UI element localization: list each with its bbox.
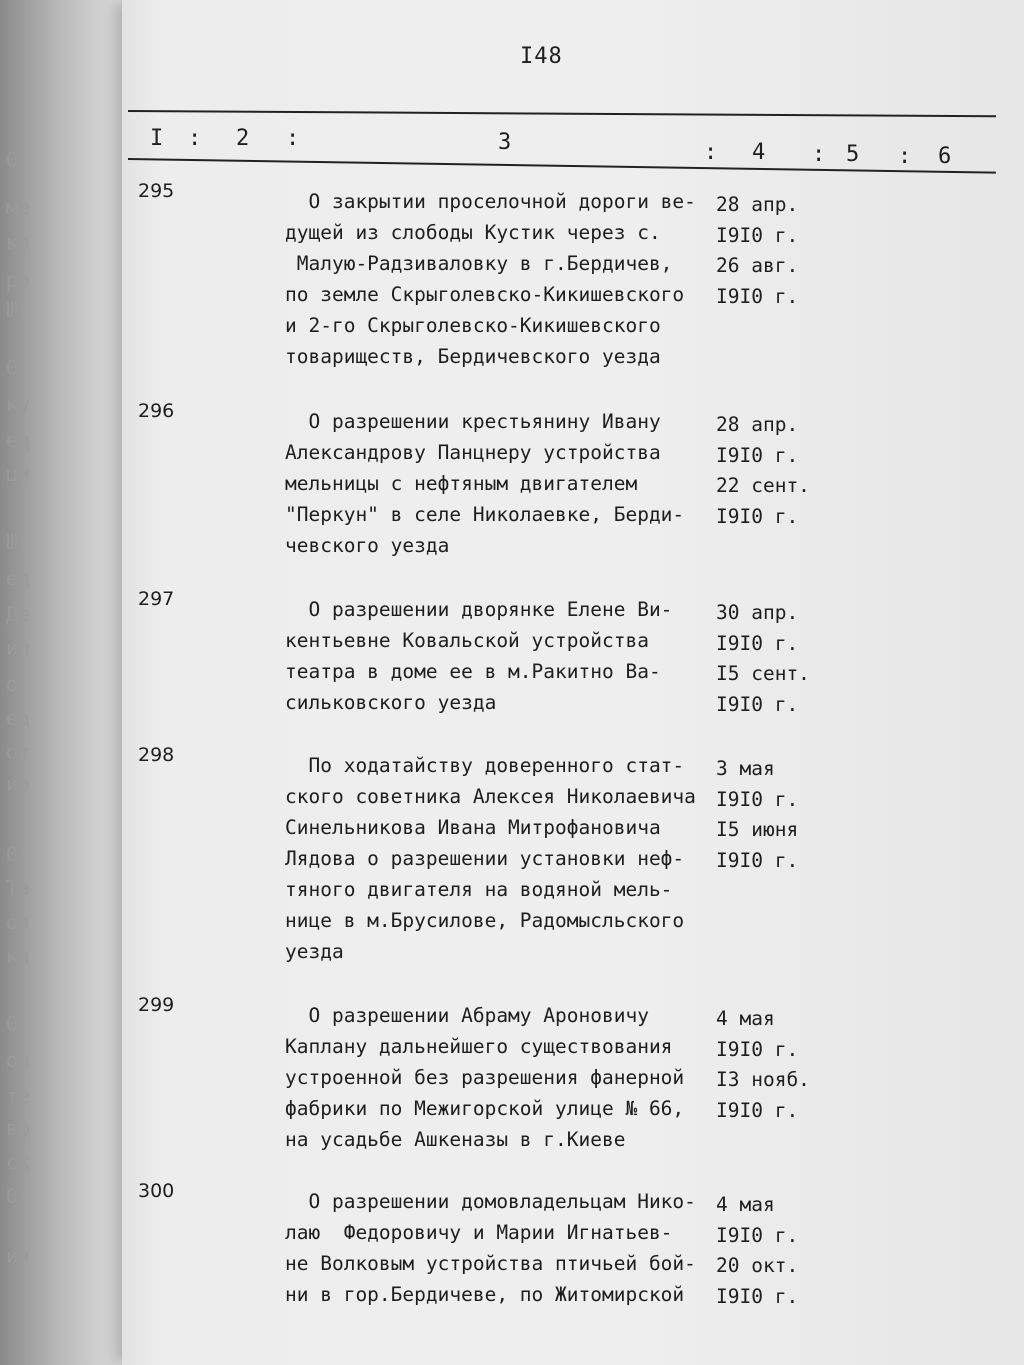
- record-dates: [716, 410, 826, 532]
- page-number: I48: [520, 44, 563, 69]
- adjacent-page-glyph: ме: [6, 195, 31, 219]
- description-line: устроенной без разрешения фанерной: [285, 1066, 685, 1089]
- date-line: I5 июня: [716, 818, 799, 841]
- description-line: товариществ, Бердичевского уезда: [285, 345, 661, 368]
- description-line: Малую-Радзиваловку в г.Бердичев,: [285, 252, 673, 275]
- description-line: ни в гор.Бердичеве, по Житомирской: [285, 1283, 685, 1306]
- description-line: театра в доме ее в м.Ракитно Ва-: [285, 660, 661, 683]
- column-2-label: 2: [236, 126, 250, 151]
- description-line: О закрытии проселочной дороги ве-: [285, 190, 696, 213]
- adjacent-page-glyph: Ш: [6, 530, 19, 554]
- adjacent-page-glyph: Та: [6, 876, 31, 900]
- date-line: I9I0 г.: [716, 504, 799, 528]
- date-line: 22 сент.: [716, 474, 810, 497]
- column-5-label: 5: [846, 142, 860, 167]
- description-line: О разрешении Абраму Ароновичу: [285, 1004, 649, 1027]
- column-header: [0, 126, 1024, 176]
- record-dates: [716, 1004, 826, 1126]
- column-4-label: 4: [752, 140, 766, 165]
- date-line: I9I0 г.: [716, 443, 799, 467]
- adjacent-page-glyph: ов: [6, 910, 31, 934]
- column-3-label: 3: [498, 130, 512, 155]
- adjacent-page-glyph: 0: [6, 148, 19, 172]
- description-line: фабрики по Межигорской улице № 66,: [285, 1097, 685, 1120]
- adjacent-page-glyph: 0: [6, 356, 19, 380]
- adjacent-page-edge: [0, 0, 122, 1365]
- record-description: [285, 1186, 715, 1310]
- column-separator: :: [898, 144, 912, 169]
- date-line: 4 мая: [716, 1193, 775, 1216]
- record-dates: [716, 1190, 826, 1312]
- date-line: I9I0 г.: [716, 631, 799, 655]
- date-line: I9I0 г.: [716, 848, 799, 872]
- date-line: 20 окт.: [716, 1254, 799, 1277]
- record-description: [285, 186, 715, 372]
- column-6-label: 6: [938, 144, 952, 169]
- description-line: По ходатайству доверенного стат-: [285, 754, 685, 777]
- column-1-label: I: [150, 126, 164, 151]
- adjacent-page-glyph: 0: [6, 842, 19, 866]
- description-line: лаю Федоровичу и Марии Игнатьев-: [285, 1221, 673, 1244]
- record-number: 298: [138, 744, 175, 766]
- column-separator: :: [812, 142, 826, 167]
- date-line: I9I0 г.: [716, 1037, 799, 1061]
- column-separator: :: [286, 126, 300, 151]
- record-description: [285, 1000, 715, 1155]
- date-line: I9I0 г.: [716, 223, 799, 247]
- adjacent-page-glyph: ци: [6, 462, 31, 486]
- description-line: кентьевне Ковальской устройства: [285, 629, 649, 652]
- adjacent-page-glyph: те: [6, 1084, 31, 1108]
- description-line: и 2-го Скрыголевско-Кикишевского: [285, 314, 661, 337]
- adjacent-page-glyph: ку: [6, 392, 31, 416]
- date-line: I9I0 г.: [716, 692, 799, 716]
- date-line: 26 авг.: [716, 254, 799, 277]
- record-dates: [716, 754, 826, 876]
- description-line: мельницы с нефтяным двигателем: [285, 472, 638, 495]
- adjacent-page-glyph: ип: [6, 636, 31, 660]
- date-line: 28 апр.: [716, 413, 799, 436]
- description-line: Синельникова Ивана Митрофановича: [285, 816, 661, 839]
- description-line: чевского уезда: [285, 534, 450, 557]
- description-line: на усадьбе Ашкеназы в г.Киеве: [285, 1128, 626, 1151]
- date-line: I3 нояб.: [716, 1068, 810, 1091]
- adjacent-page-glyph: от: [6, 740, 31, 764]
- record-dates: [716, 190, 826, 312]
- date-line: I5 сент.: [716, 662, 810, 685]
- date-line: I9I0 г.: [716, 284, 799, 308]
- adjacent-page-glyph: 0: [6, 1012, 19, 1036]
- record-number: 295: [138, 180, 175, 202]
- date-line: 30 апр.: [716, 601, 799, 624]
- adjacent-page-glyph: ед: [6, 706, 31, 730]
- description-line: уезда: [285, 940, 344, 963]
- description-line: Каплану дальнейшего существования: [285, 1035, 673, 1058]
- description-line: О разрешении крестьянину Ивану: [285, 410, 661, 433]
- description-line: Лядова о разрешении установки неф-: [285, 847, 685, 870]
- date-line: I9I0 г.: [716, 1098, 799, 1122]
- date-line: I9I0 г.: [716, 1223, 799, 1247]
- description-line: "Перкун" в селе Николаевке, Берди-: [285, 503, 685, 526]
- date-line: 28 апр.: [716, 193, 799, 216]
- adjacent-page-glyph: о: [6, 672, 19, 696]
- adjacent-page-glyph: он: [6, 1048, 31, 1072]
- adjacent-page-glyph: ск: [6, 1150, 31, 1174]
- date-line: 4 мая: [716, 1007, 775, 1030]
- date-line: I9I0 г.: [716, 787, 799, 811]
- description-line: Александрову Панцнеру устройства: [285, 441, 661, 464]
- description-line: дущей из слободы Кустик через с.: [285, 221, 661, 244]
- adjacent-page-glyph: Ш: [6, 298, 19, 322]
- adjacent-page-glyph: ио: [6, 772, 31, 796]
- description-line: ского советника Алексея Николаевича: [285, 785, 696, 808]
- adjacent-page-glyph: ко: [6, 230, 31, 254]
- record-description: [285, 594, 715, 718]
- description-line: тяного двигателя на водяной мель-: [285, 878, 673, 901]
- description-line: О разрешении домовладельцам Нико-: [285, 1190, 696, 1213]
- adjacent-page-glyph: кя: [6, 944, 31, 968]
- adjacent-page-glyph: ро: [6, 268, 31, 292]
- record-description: [285, 406, 715, 561]
- description-line: нице в м.Брусилове, Радомысльского: [285, 909, 685, 932]
- adjacent-page-glyph: Де: [6, 602, 31, 626]
- description-line: не Волковым устройства птичьей бой-: [285, 1252, 696, 1275]
- record-number: 297: [138, 588, 175, 610]
- adjacent-page-glyph: 0: [6, 1184, 19, 1208]
- adjacent-page-glyph: ед: [6, 566, 31, 590]
- date-line: I9I0 г.: [716, 1284, 799, 1308]
- description-line: сильковского уезда: [285, 691, 497, 714]
- record-description: [285, 750, 715, 967]
- record-number: 296: [138, 400, 175, 422]
- description-line: по земле Скрыголевско-Кикишевского: [285, 283, 685, 306]
- description-line: О разрешении дворянке Елене Ви-: [285, 598, 673, 621]
- date-line: 3 мая: [716, 757, 775, 780]
- record-dates: [716, 598, 826, 720]
- adjacent-page-glyph: ед: [6, 428, 31, 452]
- column-separator: :: [704, 140, 718, 165]
- adjacent-page-glyph: ия: [6, 1244, 31, 1268]
- record-number: 300: [138, 1180, 175, 1202]
- column-separator: :: [188, 126, 202, 151]
- record-number: 299: [138, 994, 175, 1016]
- adjacent-page-glyph: вф: [6, 1116, 31, 1140]
